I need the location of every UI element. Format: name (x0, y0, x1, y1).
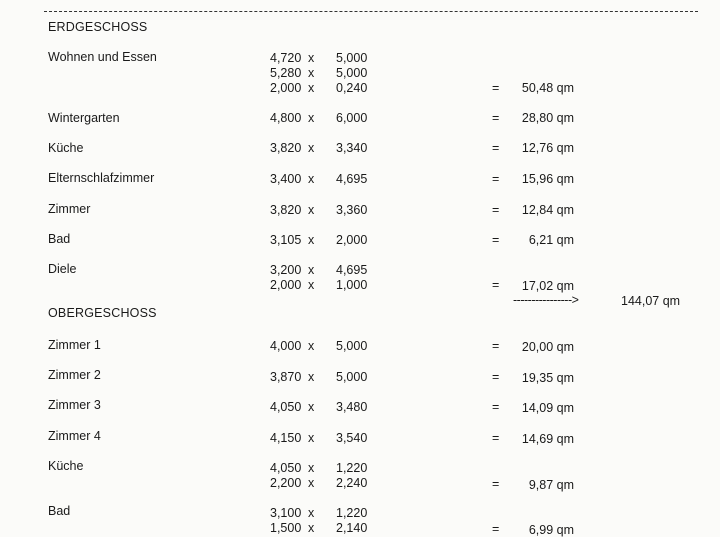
dimension-length: 2,200 (270, 476, 302, 490)
times-sign: x (308, 233, 315, 247)
dimension-length: 2,000 (270, 278, 302, 292)
dimension-length: 3,105 (270, 233, 302, 247)
section-heading-obergeschoss: OBERGESCHOSS (48, 306, 157, 320)
times-sign: x (308, 476, 315, 490)
equals-sign: = (492, 141, 500, 155)
dimension-width: 3,360 (336, 203, 368, 217)
dimension-width: 6,000 (336, 111, 368, 125)
dimension-width: 2,000 (336, 233, 368, 247)
dimension-width: 3,480 (336, 400, 368, 414)
dimension-length: 4,800 (270, 111, 302, 125)
dimension-length: 4,720 (270, 51, 302, 65)
times-sign: x (308, 66, 315, 80)
top-dashed-rule (44, 11, 698, 12)
room-area: 28,80 qm (521, 111, 574, 125)
dimension-length: 3,200 (270, 263, 302, 277)
dimension-length: 5,280 (270, 66, 302, 80)
room-name: Zimmer 3 (48, 398, 101, 412)
dimension-width: 1,220 (336, 461, 368, 475)
dimension-width: 3,340 (336, 141, 368, 155)
dimension-length: 4,050 (270, 461, 302, 475)
equals-sign: = (492, 233, 500, 247)
dimension-width: 5,000 (336, 51, 368, 65)
room-area: 19,35 qm (521, 371, 574, 385)
dimension-width: 1,000 (336, 278, 368, 292)
times-sign: x (308, 111, 315, 125)
times-sign: x (308, 51, 315, 65)
room-name: Wohnen und Essen (48, 50, 157, 64)
dimension-length: 4,000 (270, 339, 302, 353)
times-sign: x (308, 278, 315, 292)
room-area: 6,99 qm (528, 523, 574, 537)
equals-sign: = (492, 111, 500, 125)
dimension-length: 3,870 (270, 370, 302, 384)
room-name: Bad (48, 232, 71, 246)
room-name: Zimmer (48, 202, 91, 216)
dimension-width: 2,140 (336, 521, 368, 535)
dimension-length: 3,820 (270, 203, 302, 217)
equals-sign: = (492, 339, 500, 353)
room-area: 6,21 qm (528, 233, 574, 247)
dimension-length: 4,150 (270, 431, 302, 445)
equals-sign: = (492, 400, 500, 414)
subtotal-arrow: ----------------> (513, 293, 579, 307)
room-name: Wintergarten (48, 111, 120, 125)
dimension-width: 5,000 (336, 339, 368, 353)
room-area: 9,87 qm (528, 478, 574, 492)
dimension-length: 3,400 (270, 172, 302, 186)
room-area: 50,48 qm (521, 81, 574, 95)
room-name: Zimmer 1 (48, 338, 101, 352)
room-name: Zimmer 4 (48, 429, 101, 443)
dimension-length: 3,820 (270, 141, 302, 155)
equals-sign: = (492, 172, 500, 186)
equals-sign: = (492, 278, 500, 292)
room-area: 14,09 qm (521, 401, 574, 415)
room-area: 12,76 qm (521, 141, 574, 155)
equals-sign: = (492, 370, 500, 384)
dimension-width: 2,240 (336, 476, 368, 490)
times-sign: x (308, 521, 315, 535)
times-sign: x (308, 81, 315, 95)
times-sign: x (308, 339, 315, 353)
dimension-length: 2,000 (270, 81, 302, 95)
dimension-width: 3,540 (336, 431, 368, 445)
times-sign: x (308, 400, 315, 414)
room-name: Bad (48, 504, 71, 518)
room-name: Elternschlafzimmer (48, 171, 155, 185)
equals-sign: = (492, 522, 500, 536)
equals-sign: = (492, 81, 500, 95)
equals-sign: = (492, 477, 500, 491)
equals-sign: = (492, 431, 500, 445)
times-sign: x (308, 263, 315, 277)
dimension-length: 3,100 (270, 506, 302, 520)
room-area: 12,84 qm (521, 203, 574, 217)
times-sign: x (308, 203, 315, 217)
room-name: Küche (48, 459, 84, 473)
equals-sign: = (492, 203, 500, 217)
dimension-width: 0,240 (336, 81, 368, 95)
floor-total: 144,07 qm (621, 294, 681, 308)
room-name: Zimmer 2 (48, 368, 101, 382)
dimension-width: 4,695 (336, 263, 368, 277)
room-name: Küche (48, 141, 84, 155)
room-name: Diele (48, 262, 77, 276)
dimension-length: 4,050 (270, 400, 302, 414)
times-sign: x (308, 370, 315, 384)
dimension-width: 4,695 (336, 172, 368, 186)
times-sign: x (308, 506, 315, 520)
room-area: 15,96 qm (521, 172, 574, 186)
room-area: 14,69 qm (521, 432, 574, 446)
room-area: 20,00 qm (521, 340, 574, 354)
section-heading-erdgeschoss: ERDGESCHOSS (48, 20, 148, 34)
dimension-width: 1,220 (336, 506, 368, 520)
dimension-width: 5,000 (336, 370, 368, 384)
times-sign: x (308, 141, 315, 155)
times-sign: x (308, 431, 315, 445)
times-sign: x (308, 461, 315, 475)
dimension-width: 5,000 (336, 66, 368, 80)
dimension-length: 1,500 (270, 521, 302, 535)
times-sign: x (308, 172, 315, 186)
room-area: 17,02 qm (521, 279, 574, 293)
